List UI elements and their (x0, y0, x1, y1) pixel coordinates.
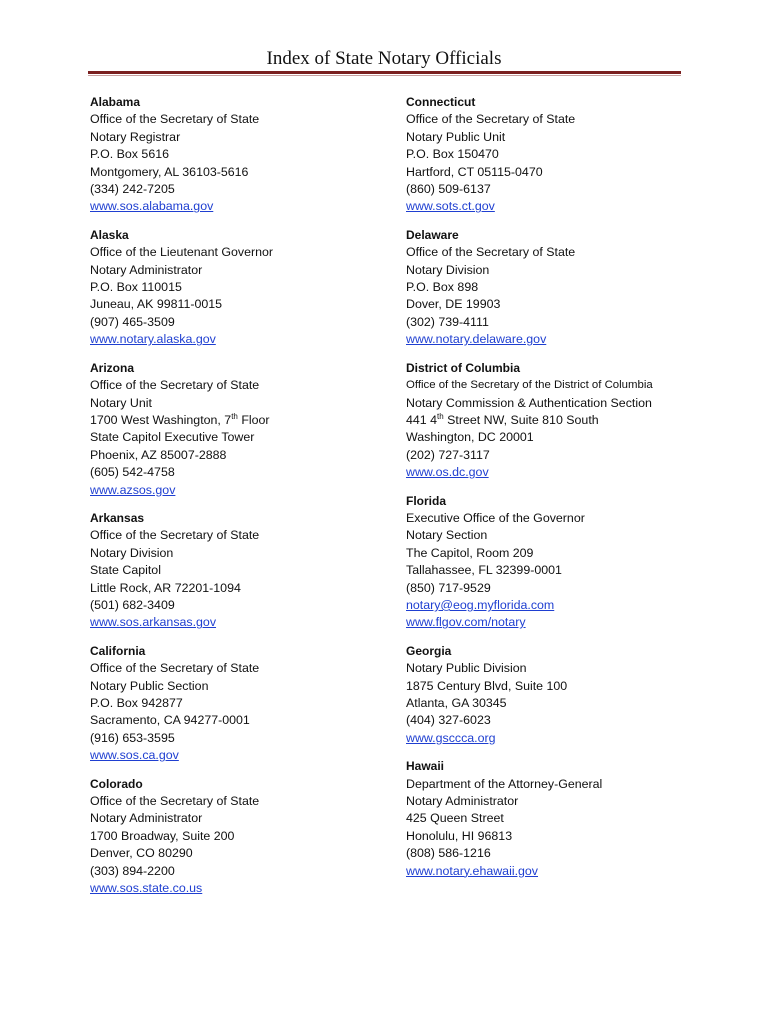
entry-alabama (90, 94, 380, 216)
office-line: Office of the Secretary of State (406, 112, 576, 127)
entry-georgia (406, 643, 706, 747)
address-line: State Capitol (90, 563, 161, 578)
address-line: Montgomery, AL 36103-5616 (90, 164, 249, 179)
address-line: P.O. Box 898 (406, 280, 479, 295)
email-link[interactable]: notary@eog.myflorida.com (406, 597, 555, 612)
address-line: Atlanta, GA 30345 (406, 696, 507, 710)
state-name: Delaware (406, 227, 459, 242)
state-name: Hawaii (406, 759, 445, 774)
address-line: Hartford, CT 05115-0470 (406, 164, 543, 179)
address-line: Denver, CO 80290 (90, 846, 193, 861)
address-line: 425 Queen Street (406, 811, 504, 826)
office-line: Notary Unit (90, 395, 152, 410)
address-line: Washington, DC 20001 (406, 430, 534, 445)
phone-line: (907) 465-3509 (90, 314, 175, 329)
address-line: 1700 West Washington, 7th Floor (90, 411, 270, 427)
state-name: California (90, 643, 146, 658)
state-name: Alaska (90, 227, 129, 242)
phone-line: (605) 542-4758 (90, 465, 175, 480)
entry-delaware (406, 227, 706, 349)
title-rule-thin (88, 75, 681, 76)
state-name: Arkansas (90, 510, 145, 525)
office-line: Notary Public Division (406, 661, 527, 676)
state-name: District of Columbia (406, 360, 521, 375)
address-line: Sacramento, CA 94277-0001 (90, 713, 250, 728)
website-link[interactable]: www.sos.alabama.gov (90, 199, 214, 214)
office-line: Notary Division (406, 262, 490, 277)
address-line: P.O. Box 5616 (90, 147, 169, 162)
state-name: Connecticut (406, 95, 476, 109)
website-link[interactable]: www.azsos.gov (90, 482, 176, 497)
office-line: Office of the Secretary of State (90, 378, 260, 393)
entry-hawaii (406, 758, 706, 880)
website-link[interactable]: www.flgov.com/notary (406, 615, 526, 630)
entry-arkansas (90, 510, 380, 632)
address-line: Dover, DE 19903 (406, 297, 501, 312)
address-line: P.O. Box 150470 (406, 147, 499, 162)
website-link[interactable]: www.sots.ct.gov (406, 199, 495, 214)
entry-california (90, 643, 380, 765)
office-line: Office of the Secretary of State (90, 794, 260, 809)
entry-arizona (90, 360, 380, 499)
office-line: Notary Administrator (90, 811, 203, 826)
office-line: Executive Office of the Governor (406, 510, 585, 525)
address-line: State Capitol Executive Tower (90, 430, 255, 445)
address-line: Little Rock, AR 72201-1094 (90, 580, 241, 595)
phone-line: (850) 717-9529 (406, 580, 491, 595)
entry-connecticut (406, 94, 706, 216)
right-column (406, 94, 706, 891)
state-name: Georgia (406, 643, 452, 658)
website-link[interactable]: www.notary.ehawaii.gov (406, 863, 539, 878)
website-link[interactable]: www.os.dc.gov (406, 465, 489, 480)
office-line: Office of the Lieutenant Governor (90, 245, 273, 260)
entry-colorado (90, 776, 380, 898)
address-line: Tallahassee, FL 32399-0001 (406, 563, 562, 578)
phone-line: (302) 739-4111 (406, 314, 489, 329)
title-rule (88, 71, 681, 74)
address-line: 441 4th Street NW, Suite 810 South (406, 411, 599, 427)
phone-line: (303) 894-2200 (90, 863, 175, 878)
left-column (90, 94, 380, 908)
phone-line: (501) 682-3409 (90, 597, 175, 612)
phone-line: (334) 242-7205 (90, 182, 175, 197)
state-name: Arizona (90, 360, 135, 375)
address-line: 1700 Broadway, Suite 200 (90, 828, 235, 843)
website-link[interactable]: www.notary.delaware.gov (406, 332, 547, 347)
phone-line: (404) 327-6023 (406, 713, 491, 728)
office-line: Notary Public Section (90, 678, 209, 693)
address-line: Juneau, AK 99811-0015 (90, 297, 223, 312)
phone-line: (202) 727-3117 (406, 447, 490, 462)
phone-line: (916) 653-3595 (90, 730, 175, 745)
website-link[interactable]: www.gsccca.org (406, 730, 496, 745)
website-link[interactable]: www.sos.state.co.us (90, 881, 203, 896)
entry-district-of-columbia (406, 360, 706, 482)
page-title: Index of State Notary Officials (266, 48, 502, 69)
office-line: Notary Administrator (406, 794, 519, 809)
address-line: Honolulu, HI 96813 (406, 828, 513, 843)
website-link[interactable]: www.sos.ca.gov (90, 748, 179, 763)
office-line: Department of the Attorney-General (406, 776, 603, 791)
office-line: Notary Commission & Authentication Section (406, 395, 652, 410)
address-line: Phoenix, AZ 85007-2888 (90, 447, 227, 462)
office-line: Office of the Secretary of State (406, 245, 576, 260)
office-line: Office of the Secretary of State (90, 112, 260, 127)
office-line: Notary Registrar (90, 129, 181, 144)
office-line: Office of the Secretary of the District of Columbia (406, 379, 653, 392)
address-line: The Capitol, Room 209 (406, 545, 534, 560)
office-line: Notary Section (406, 528, 488, 543)
entry-alaska (90, 227, 380, 349)
office-line: Notary Division (90, 545, 174, 560)
address-line: 1875 Century Blvd, Suite 100 (406, 678, 568, 693)
entry-florida (406, 493, 706, 632)
office-line: Office of the Secretary of State (90, 528, 260, 543)
state-name: Colorado (90, 776, 143, 791)
website-link[interactable]: www.notary.alaska.gov (90, 332, 216, 347)
website-link[interactable]: www.sos.arkansas.gov (90, 615, 217, 630)
phone-line: (808) 586-1216 (406, 846, 491, 861)
office-line: Office of the Secretary of State (90, 661, 260, 676)
office-line: Notary Public Unit (406, 129, 506, 144)
address-line: P.O. Box 942877 (90, 696, 183, 710)
phone-line: (860) 509-6137 (406, 182, 491, 197)
state-name: Alabama (90, 95, 141, 109)
address-line: P.O. Box 110015 (90, 280, 182, 295)
state-name: Florida (406, 493, 447, 508)
office-line: Notary Administrator (90, 262, 203, 277)
